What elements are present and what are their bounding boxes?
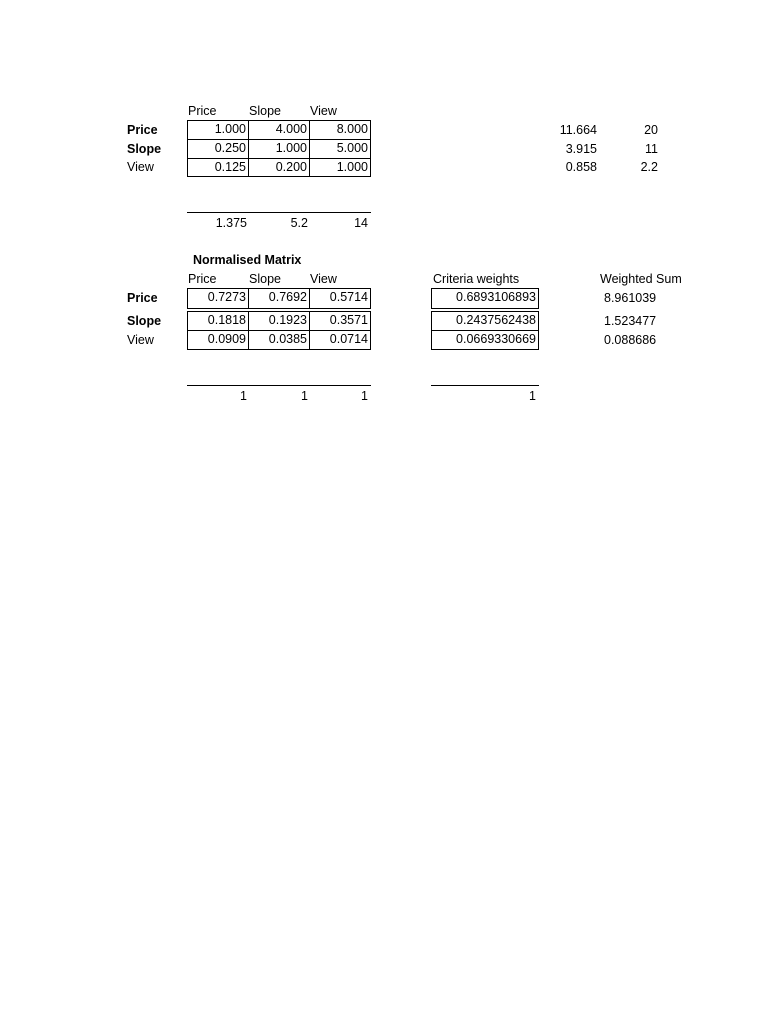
pairwise-cell[interactable]: 1.000 — [248, 139, 310, 159]
normalised-cell[interactable]: 0.0385 — [248, 330, 310, 350]
criteria-weights-total-divider — [431, 385, 539, 386]
pairwise-col-header-slope: Slope — [249, 104, 281, 118]
side-value: 11.664 — [559, 123, 597, 137]
criteria-weight-cell[interactable]: 0.6893106893 — [431, 288, 539, 309]
normalised-total: 1 — [240, 389, 247, 403]
normalised-cell[interactable]: 0.7273 — [187, 288, 249, 309]
pairwise-row-label-price: Price — [127, 123, 158, 137]
criteria-weight-cell[interactable]: 0.0669330669 — [431, 330, 539, 350]
criteria-weight-cell[interactable]: 0.2437562438 — [431, 311, 539, 331]
weighted-sum-header: Weighted Sum — [600, 272, 682, 286]
side-value: 0.858 — [565, 160, 597, 174]
side-value: 2.2 — [640, 160, 658, 174]
criteria-weights-total: 1 — [529, 389, 536, 403]
normalised-cell[interactable]: 0.0909 — [187, 330, 249, 350]
pairwise-col-header-view: View — [310, 104, 337, 118]
normalised-cell[interactable]: 0.5714 — [309, 288, 371, 309]
pairwise-cell[interactable]: 1.000 — [309, 158, 371, 177]
normalised-row-label-price: Price — [127, 291, 158, 305]
normalised-row-label-slope: Slope — [127, 314, 162, 328]
pairwise-cell[interactable]: 0.125 — [187, 158, 249, 177]
pairwise-total: 1.375 — [215, 216, 247, 230]
pairwise-cell[interactable]: 0.200 — [248, 158, 310, 177]
normalised-matrix-title: Normalised Matrix — [193, 253, 302, 267]
weighted-sum-value: 1.523477 — [604, 314, 657, 328]
normalised-cell[interactable]: 0.0714 — [309, 330, 371, 350]
criteria-weights-header: Criteria weights — [433, 272, 520, 286]
pairwise-total: 5.2 — [290, 216, 308, 230]
normalised-col-header-slope: Slope — [249, 272, 281, 286]
pairwise-cell[interactable]: 0.250 — [187, 139, 249, 159]
side-value: 11 — [645, 142, 658, 156]
normalised-cell[interactable]: 0.3571 — [309, 311, 371, 331]
normalised-cell[interactable]: 0.1923 — [248, 311, 310, 331]
pairwise-cell[interactable]: 1.000 — [187, 120, 249, 140]
pairwise-total: 14 — [354, 216, 368, 230]
pairwise-row-label-view: View — [127, 160, 154, 174]
normalised-total: 1 — [301, 389, 308, 403]
normalised-cell[interactable]: 0.1818 — [187, 311, 249, 331]
normalised-col-header-price: Price — [188, 272, 217, 286]
pairwise-total-divider — [187, 212, 371, 213]
pairwise-cell[interactable]: 5.000 — [309, 139, 371, 159]
normalised-col-header-view: View — [310, 272, 337, 286]
pairwise-row-label-slope: Slope — [127, 142, 162, 156]
normalised-total-divider — [187, 385, 371, 386]
side-value: 3.915 — [565, 142, 597, 156]
pairwise-cell[interactable]: 8.000 — [309, 120, 371, 140]
normalised-row-label-view: View — [127, 333, 154, 347]
pairwise-cell[interactable]: 4.000 — [248, 120, 310, 140]
pairwise-col-header-price: Price — [188, 104, 217, 118]
normalised-total: 1 — [361, 389, 368, 403]
normalised-cell[interactable]: 0.7692 — [248, 288, 310, 309]
weighted-sum-value: 0.088686 — [604, 333, 657, 347]
weighted-sum-value: 8.961039 — [604, 291, 657, 305]
side-value: 20 — [644, 123, 658, 137]
